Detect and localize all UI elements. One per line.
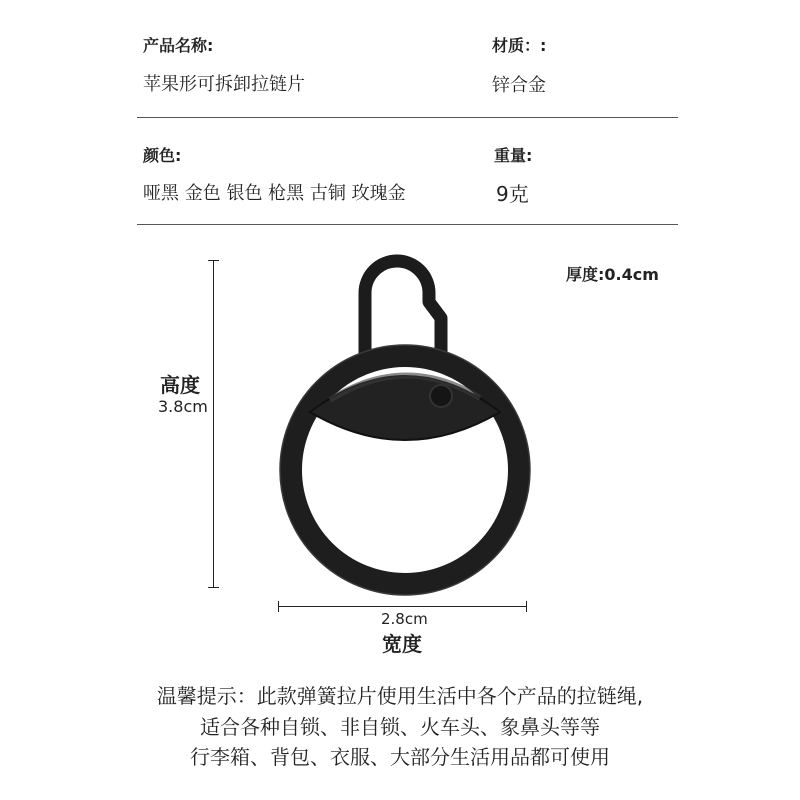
height-label: 高度 <box>160 369 200 398</box>
height-value: 3.8cm <box>158 397 208 416</box>
product-name-value: 苹果形可拆卸拉链片 <box>143 74 305 95</box>
color-value: 哑黑 金色 银色 枪黑 古铜 玫瑰金 <box>143 183 406 204</box>
hook-loop <box>365 261 441 357</box>
weight-value: 9克 <box>496 182 529 206</box>
width-value: 2.8cm <box>381 610 428 628</box>
color-label: 颜色: <box>143 146 182 165</box>
tip-line-2: 适合各种自锁、非自锁、火车头、象鼻头等等 <box>200 715 600 739</box>
tip-line-1: 温馨提示：此款弹簧拉片使用生活中各个产品的拉链绳, <box>156 684 644 708</box>
thickness-label: 厚度:0.4cm <box>566 265 659 284</box>
rivet <box>430 385 452 407</box>
material-label: 材质：: <box>492 36 547 55</box>
product-name-label: 产品名称: <box>143 36 214 55</box>
weight-label: 重量: <box>494 146 533 165</box>
tip-line-3: 行李箱、背包、衣服、大部分生活用品都可使用 <box>190 745 610 769</box>
material-value: 锌合金 <box>492 75 546 96</box>
width-label: 宽度 <box>382 632 422 656</box>
